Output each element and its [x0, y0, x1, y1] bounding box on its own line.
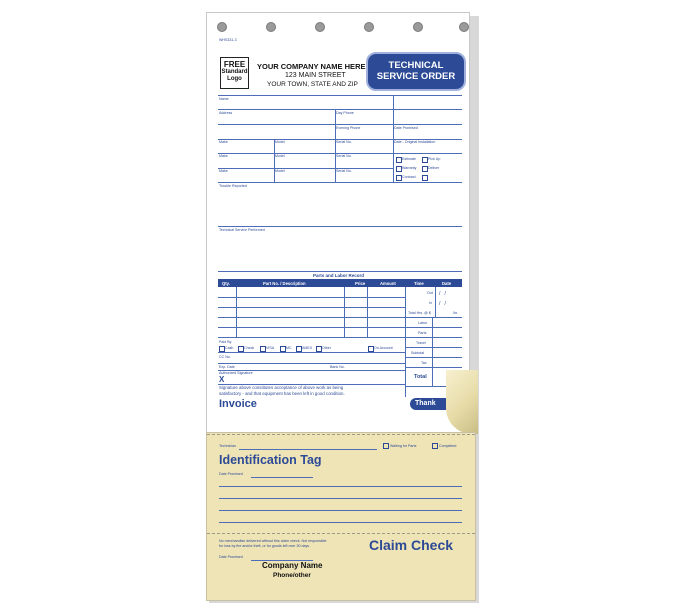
time-in-label: In: [429, 301, 432, 305]
rule: [218, 182, 462, 183]
rule: [218, 337, 462, 338]
white-copy: [206, 12, 470, 434]
field-model: Model: [275, 154, 285, 158]
field-model: Model: [275, 140, 285, 144]
binding-hole: [364, 22, 374, 32]
rule: [218, 352, 405, 353]
claim-date-promised-label: Date Promised: [219, 555, 243, 559]
pay-amex: AMEX: [302, 346, 313, 350]
technician-line[interactable]: [239, 449, 377, 450]
field-model: Model: [275, 169, 285, 173]
field-date-original-installation: Date - Original Installation: [394, 140, 436, 144]
rule: [218, 109, 462, 110]
rule: [218, 327, 405, 328]
field-serial: Serial No.: [336, 140, 352, 144]
binding-hole: [217, 22, 227, 32]
field-make: Make: [219, 140, 228, 144]
checkbox-label: Deliver: [428, 166, 440, 170]
field-day-phone: Day Phone: [336, 111, 354, 115]
summary-tax: Tax: [421, 361, 427, 365]
rule: [218, 124, 462, 125]
date-slashes: / /: [439, 291, 446, 297]
pay-mc: MC: [286, 346, 292, 350]
field-serial: Serial No.: [336, 154, 352, 158]
claim-check-title: Claim Check: [369, 537, 454, 553]
header-time: Time: [414, 280, 424, 286]
waiting-for-parts-label: Waiting for Parts: [390, 444, 417, 448]
authorized-signature-label: Authorized Signature: [219, 371, 253, 375]
pay-other: Other: [322, 346, 331, 350]
badge-line1: TECHNICAL: [388, 60, 444, 71]
checkbox-label: Contract: [402, 175, 416, 179]
field-date-promised: Date Promised: [394, 126, 418, 130]
parts-header-row: [218, 279, 462, 287]
rule: [405, 287, 406, 397]
rule: [405, 327, 462, 328]
field-make: Make: [219, 154, 228, 158]
rule: [218, 297, 405, 298]
company-name: YOUR COMPANY NAME HERE: [257, 62, 366, 71]
company-city: YOUR TOWN, STATE AND ZIP: [267, 81, 358, 88]
company-logo-placeholder: [220, 57, 249, 89]
rule: [367, 287, 368, 337]
bank-no-label: Bank No.: [330, 365, 345, 369]
field-make: Make: [219, 169, 228, 173]
pay-check: Check: [244, 346, 255, 350]
field-technical-service-performed: Technical Service Performed: [219, 228, 265, 232]
per-hr-label: /hr.: [453, 311, 458, 315]
technical-service-order-badge: [366, 52, 466, 91]
claim-phone: Phone/other: [273, 572, 311, 579]
pay-cash: Cash: [225, 346, 234, 350]
rule: [219, 522, 462, 523]
claim-note-line1: No merchandise delivered without this claim check. Not responsible: [219, 539, 327, 543]
rule: [335, 139, 336, 182]
field-name: Name: [219, 97, 229, 101]
rule: [218, 317, 462, 318]
completed-checkbox[interactable]: [432, 443, 438, 449]
technician-label: Technician: [219, 444, 236, 448]
thank-you-badge: Thank: [410, 398, 453, 410]
binding-hole: [459, 22, 469, 32]
service-order-form: [206, 12, 476, 599]
field-address: Address: [219, 111, 233, 115]
signature-x: X: [219, 375, 225, 384]
time-out-label: Out: [427, 291, 433, 295]
pay-on-account: On Account: [374, 346, 393, 350]
exp-date-label: Exp. Date: [219, 365, 235, 369]
logo-line2: Standard: [221, 69, 248, 75]
summary-parts: Parts: [418, 331, 427, 335]
rule: [344, 287, 345, 337]
header-qty: Qty.: [222, 280, 230, 286]
disclaimer-line2: satisfactory - and that equipment has been left in good condition.: [219, 391, 345, 396]
rule: [218, 168, 394, 169]
field-trouble-reported: Trouble Reported: [219, 184, 247, 188]
rule: [405, 357, 462, 358]
rule: [218, 271, 462, 272]
rule: [218, 226, 462, 227]
summary-travel: Travel: [416, 341, 426, 345]
rule: [218, 307, 405, 308]
summary-total: Total: [414, 374, 427, 380]
header-date: Date: [442, 280, 452, 286]
pay-visa: VISA: [266, 346, 275, 350]
paid-by-label: Paid By: [219, 340, 232, 344]
company-street: 123 MAIN STREET: [285, 72, 346, 79]
badge-line2: SERVICE ORDER: [376, 71, 456, 82]
tag-date-promised-label: Date Promised: [219, 472, 243, 476]
rule: [435, 287, 436, 317]
completed-label: Completed: [439, 444, 457, 448]
perforation: [207, 434, 475, 435]
checkbox-label: Pick Up: [428, 157, 441, 161]
checkbox-label: Estimate: [402, 157, 416, 161]
field-serial: Serial No.: [336, 169, 352, 173]
summary-labor: Labor: [418, 321, 428, 325]
rule: [219, 486, 462, 487]
rule: [218, 363, 405, 364]
rule: [405, 347, 462, 348]
date-slashes: / /: [439, 301, 446, 307]
parts-labor-title: Parts and Labor Record: [313, 273, 365, 278]
logo-line3: Logo: [227, 76, 242, 82]
total-hrs-label: Total Hrs. @ $: [408, 311, 431, 315]
header-amount: Amount: [380, 280, 396, 286]
cc-no-label: CC No.: [219, 355, 231, 359]
rule: [274, 139, 275, 182]
header-price: Price: [355, 280, 366, 286]
identification-tag-title: Identification Tag: [219, 453, 322, 467]
header-part: Part No. / Description: [263, 280, 306, 286]
logo-line1: FREE: [223, 60, 246, 69]
perforation: [207, 533, 475, 534]
rule: [251, 477, 313, 478]
binding-hole: [413, 22, 423, 32]
summary-subtotal: Subtotal: [411, 351, 425, 355]
checkbox-label: Warranty: [402, 166, 417, 170]
rule: [405, 367, 462, 368]
rule: [219, 498, 462, 499]
rule: [236, 287, 237, 337]
invoice-label: Invoice: [219, 398, 257, 410]
binding-hole: [266, 22, 276, 32]
form-code: WHS331-3: [219, 38, 237, 42]
binding-hole: [315, 22, 325, 32]
rule: [219, 510, 462, 511]
rule: [218, 95, 462, 96]
waiting-for-parts-checkbox[interactable]: [383, 443, 389, 449]
field-evening-phone: Evening Phone: [336, 126, 361, 130]
rule: [432, 317, 433, 387]
claim-company-name: Company Name: [262, 561, 323, 570]
claim-note-line2: for loss by fire and/or theft, or for goods left over 30 days.: [219, 544, 311, 548]
disclaimer-line1: Signature above constitutes acceptance of above work as being: [219, 385, 344, 390]
blank-checkbox[interactable]: [422, 175, 428, 181]
canary-copy: [206, 432, 476, 601]
